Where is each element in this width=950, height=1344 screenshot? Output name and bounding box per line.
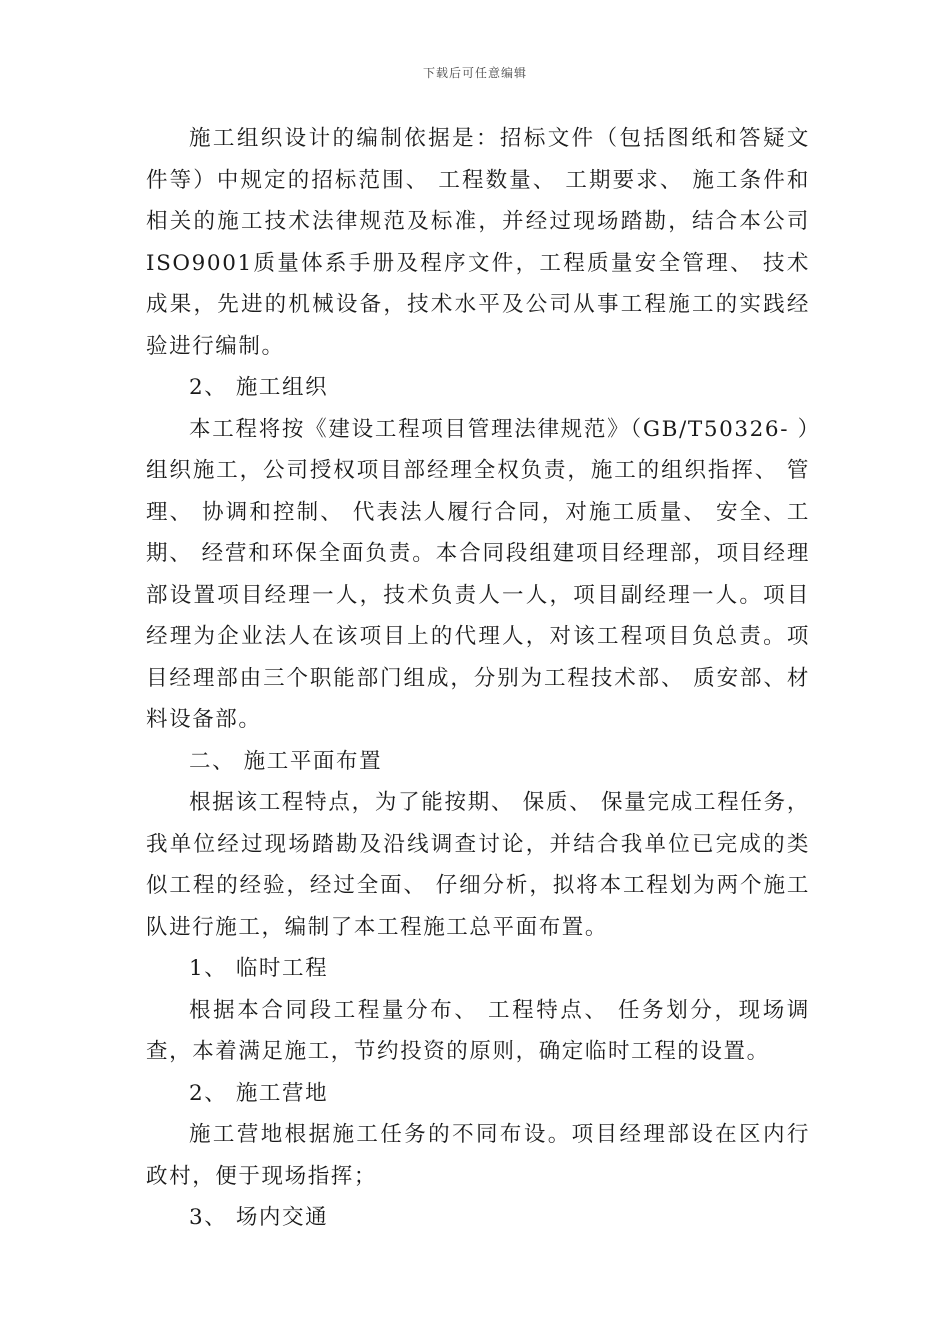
document-body: [146, 118, 810, 1239]
paragraph-basis: 施工组织设计的编制依据是：招标文件（包括图纸和答疑文件等）中规定的招标范围、 工程数量、 工期要求、 施工条件和相关的施工技术法律规范及标准，并经过现场踏勘，结合本公司ISO9001质量体系手册及程序文件，工程质量安全管理、 技术成果，先进的机械设备，技术水平及公司从事工程施工的实践经验进行编制。: [146, 126, 810, 359]
paragraph-organization: 本工程将按《建设工程项目管理法律规范》（GB/T50326- ）组织施工，公司授权项目部经理全权负责，施工的组织指挥、 管理、 协调和控制、 代表法人履行合同，对施工质量、 安全、工期、 经营和环保全面负责。本合同段组建项目经理部，项目经理部设置项目经理一人，技术负责人一人，项目副经理一人。项目经理为企业法人在该项目上的代理人，对该工程项目负总责。项目经理部由三个职能部门组成，分别为工程技术部、 质安部、材料设备部。: [146, 416, 810, 732]
paragraph-layout: 根据该工程特点，为了能按期、 保质、 保量完成工程任务，我单位经过现场踏勘及沿线调查讨论，并结合我单位已完成的类似工程的经验，经过全面、 仔细分析，拟将本工程划为两个施工队进行施工，编制了本工程施工总平面布置。: [146, 790, 810, 940]
heading-construction-organization: 2、 施工组织: [189, 375, 329, 400]
heading-site-layout: 二、 施工平面布置: [189, 748, 383, 774]
paragraph-temporary-works: 根据本合同段工程量分布、 工程特点、 任务划分，现场调查，本着满足施工，节约投资的原则，确定临时工程的设置。: [146, 997, 810, 1064]
heading-camp: 2、 施工营地: [189, 1080, 329, 1106]
heading-temporary-works: 1、 临时工程: [189, 956, 329, 981]
page-header: 下载后可任意编辑: [422, 66, 527, 80]
paragraph-camp: 施工营地根据施工任务的不同布设。项目经理部设在区内行政村，便于现场指挥；: [146, 1122, 810, 1189]
heading-site-traffic: 3、 场内交通: [189, 1205, 329, 1230]
